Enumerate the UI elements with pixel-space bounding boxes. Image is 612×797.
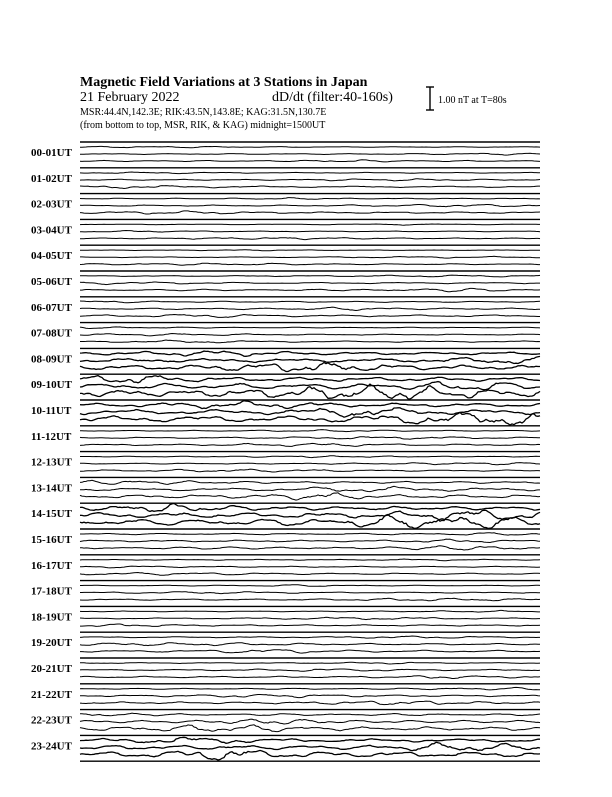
trace-kag	[80, 636, 540, 638]
trace-rik	[80, 643, 540, 646]
hour-row	[31, 529, 540, 550]
trace-msr	[80, 573, 540, 576]
trace-rik	[80, 486, 540, 491]
hour-row	[31, 168, 540, 189]
hour-row	[31, 503, 540, 528]
trace-msr	[80, 515, 540, 529]
trace-msr	[80, 340, 540, 343]
hour-label: 12-13UT	[31, 456, 72, 469]
trace-rik	[80, 307, 540, 310]
hour-label: 14-15UT	[31, 508, 72, 521]
trace-kag	[80, 301, 540, 303]
hour-label: 01-02UT	[31, 172, 72, 185]
hour-label: 19-20UT	[31, 637, 72, 650]
trace-rik	[80, 153, 540, 155]
trace-rik	[80, 566, 540, 568]
trace-kag	[80, 275, 540, 277]
hour-row	[31, 194, 540, 214]
trace-msr	[80, 384, 540, 399]
trace-msr	[80, 211, 540, 214]
trace-msr	[80, 443, 540, 446]
hour-label: 09-10UT	[31, 379, 72, 392]
chart-header	[80, 75, 507, 131]
trace-kag	[80, 504, 540, 512]
hour-label: 03-04UT	[31, 224, 72, 237]
trace-kag	[80, 687, 540, 690]
trace-kag	[80, 610, 540, 612]
hour-row	[31, 297, 540, 318]
hour-label: 06-07UT	[31, 301, 72, 314]
chart-title: Magnetic Field Variations at 3 Stations in Japan	[80, 75, 368, 90]
trace-kag	[80, 198, 540, 200]
trace-rik	[80, 539, 540, 542]
hour-label: 07-08UT	[31, 327, 72, 340]
trace-msr	[80, 288, 540, 291]
scale-bar-label: 1.00 nT at T=80s	[438, 95, 507, 106]
trace-kag	[80, 376, 540, 383]
hour-label: 04-05UT	[31, 250, 72, 263]
trace-rik	[80, 179, 540, 181]
hour-row	[31, 245, 540, 265]
trace-msr	[80, 238, 540, 240]
trace-msr	[80, 650, 540, 653]
hour-row	[31, 606, 540, 626]
trace-rik	[80, 510, 540, 521]
trace-kag	[80, 351, 540, 356]
hour-label: 10-11UT	[31, 405, 72, 417]
trace-rik	[80, 437, 540, 440]
trace-msr	[80, 598, 540, 601]
trace-kag	[80, 224, 540, 225]
hour-label: 17-18UT	[31, 585, 72, 598]
trace-rik	[80, 617, 540, 619]
hour-row	[31, 271, 540, 292]
trace-msr	[80, 493, 540, 500]
trace-rik	[80, 695, 540, 698]
trace-kag	[80, 250, 540, 251]
hour-row	[31, 142, 540, 162]
trace-kag	[80, 430, 540, 432]
chart-stations: MSR:44.4N,142.3E; RIK:43.5N,143.8E; KAG:31.5N,130.7E	[80, 107, 327, 118]
trace-kag	[80, 737, 540, 743]
trace-rik	[80, 742, 540, 750]
hour-row	[31, 581, 540, 601]
hour-label: 23-24UT	[31, 740, 72, 753]
trace-msr	[80, 676, 540, 679]
hour-label: 11-12UT	[31, 430, 72, 443]
hour-label: 20-21UT	[31, 663, 72, 675]
hour-row	[31, 735, 540, 760]
hour-label: 18-19UT	[31, 611, 72, 624]
hour-row	[31, 348, 540, 371]
hour-row	[31, 400, 540, 425]
trace-msr	[80, 546, 540, 550]
trace-kag	[80, 401, 540, 409]
trace-msr	[80, 701, 540, 705]
trace-kag	[80, 533, 540, 535]
trace-kag	[80, 327, 540, 329]
trace-msr	[80, 160, 540, 162]
trace-rik	[80, 231, 540, 233]
hour-row	[31, 426, 540, 447]
trace-rik	[80, 463, 540, 465]
hour-row	[31, 323, 540, 343]
trace-kag	[80, 559, 540, 561]
trace-msr	[80, 263, 540, 265]
trace-kag	[80, 713, 540, 716]
trace-msr	[80, 412, 540, 425]
trace-msr	[80, 624, 540, 626]
trace-rik	[80, 334, 540, 336]
hour-row	[31, 658, 540, 679]
hour-label: 02-03UT	[31, 198, 72, 211]
trace-msr	[80, 315, 540, 318]
hour-row	[31, 374, 540, 399]
trace-rik	[80, 356, 540, 363]
trace-kag	[80, 172, 540, 174]
trace-rik	[80, 282, 540, 285]
hour-label: 08-09UT	[31, 353, 72, 366]
trace-rik	[80, 592, 540, 594]
trace-rik	[80, 719, 540, 724]
hour-row	[31, 632, 540, 653]
hour-row	[31, 219, 540, 239]
trace-kag	[80, 456, 540, 458]
trace-rik	[80, 205, 540, 207]
hour-label: 21-22UT	[31, 688, 72, 701]
scale-bar	[426, 87, 507, 110]
chart-quantity: dD/dt (filter:40-160s)	[272, 90, 393, 105]
trace-msr	[80, 725, 540, 732]
hour-label: 13-14UT	[31, 482, 72, 495]
trace-msr	[80, 363, 540, 372]
hour-row	[31, 710, 540, 732]
hour-row	[31, 477, 540, 500]
trace-rik	[80, 382, 540, 390]
hour-row	[31, 555, 540, 576]
chart-order-note: (from bottom to top, MSR, RIK, & KAG) midnight=1500UT	[80, 120, 326, 131]
hour-row	[31, 684, 540, 705]
trace-msr	[80, 750, 540, 760]
trace-kag	[80, 585, 540, 587]
trace-msr	[80, 469, 540, 472]
hour-label: 00-01UT	[31, 147, 72, 159]
trace-rik	[80, 408, 540, 417]
hour-label: 16-17UT	[31, 559, 72, 572]
trace-kag	[80, 146, 540, 147]
hour-label: 22-23UT	[31, 714, 72, 727]
trace-rik	[80, 669, 540, 671]
chart-date: 21 February 2022	[80, 90, 180, 105]
hour-label: 05-06UT	[31, 276, 72, 288]
trace-kag	[80, 480, 540, 484]
trace-rik	[80, 256, 540, 258]
trace-msr	[80, 186, 540, 189]
hour-row	[31, 452, 540, 472]
hour-label: 15-16UT	[31, 534, 72, 546]
hour-panels	[31, 142, 540, 761]
trace-kag	[80, 662, 540, 664]
